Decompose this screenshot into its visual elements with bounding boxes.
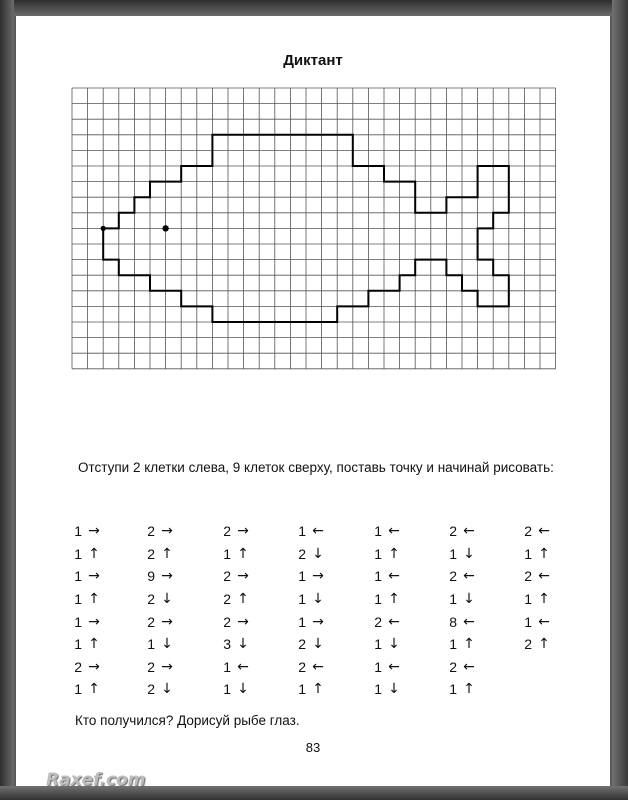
command-item bbox=[516, 610, 556, 633]
command-item bbox=[441, 656, 481, 679]
direction-arrow-icon: ↑ bbox=[538, 545, 550, 562]
command-item bbox=[290, 678, 330, 701]
direction-arrow-icon: ↓ bbox=[161, 636, 173, 653]
command-count: 2 bbox=[223, 591, 231, 608]
direction-arrow-icon: ↓ bbox=[312, 545, 324, 562]
command-count: 2 bbox=[74, 658, 82, 675]
command-count: 2 bbox=[147, 523, 155, 540]
command-item bbox=[215, 588, 255, 611]
command-count: 2 bbox=[223, 523, 231, 540]
command-item bbox=[516, 633, 556, 656]
command-count: 1 bbox=[374, 523, 382, 540]
command-count: 1 bbox=[374, 636, 382, 653]
direction-arrow-icon: ↓ bbox=[312, 591, 324, 608]
command-item bbox=[66, 610, 106, 633]
command-count: 2 bbox=[147, 658, 155, 675]
command-count: 1 bbox=[74, 568, 82, 585]
command-item bbox=[516, 520, 556, 543]
page-title: Диктант bbox=[283, 52, 343, 69]
command-item bbox=[139, 588, 179, 611]
command-count: 1 bbox=[298, 613, 306, 630]
direction-arrow-icon: ← bbox=[538, 613, 550, 630]
command-item bbox=[139, 678, 179, 701]
command-item bbox=[66, 656, 106, 679]
direction-arrow-icon: ↑ bbox=[388, 591, 400, 608]
command-item bbox=[441, 678, 481, 701]
command-count: 1 bbox=[449, 681, 457, 698]
command-item bbox=[366, 633, 406, 656]
direction-arrow-icon: → bbox=[237, 613, 249, 630]
command-item bbox=[215, 656, 255, 679]
command-count: 2 bbox=[147, 681, 155, 698]
direction-arrow-icon: ← bbox=[538, 523, 550, 540]
direction-arrow-icon: ↑ bbox=[88, 591, 100, 608]
direction-arrow-icon: ↑ bbox=[463, 636, 475, 653]
direction-arrow-icon: ← bbox=[463, 568, 475, 585]
command-count: 1 bbox=[147, 636, 155, 653]
direction-arrow-icon: ← bbox=[312, 658, 324, 675]
direction-arrow-icon: → bbox=[88, 523, 100, 540]
command-count: 1 bbox=[374, 591, 382, 608]
command-count: 1 bbox=[298, 523, 306, 540]
direction-arrow-icon: → bbox=[161, 658, 173, 675]
direction-arrow-icon: → bbox=[237, 523, 249, 540]
command-count: 1 bbox=[449, 591, 457, 608]
command-item bbox=[139, 520, 179, 543]
direction-arrow-icon: ← bbox=[463, 658, 475, 675]
command-item bbox=[441, 610, 481, 633]
command-count: 2 bbox=[374, 613, 382, 630]
frame-edge-top bbox=[0, 0, 628, 16]
command-count: 1 bbox=[74, 636, 82, 653]
command-item bbox=[441, 565, 481, 588]
command-count: 1 bbox=[74, 613, 82, 630]
command-item bbox=[66, 543, 106, 566]
command-item bbox=[215, 633, 255, 656]
command-count: 2 bbox=[147, 545, 155, 562]
direction-arrow-icon: ← bbox=[463, 613, 475, 630]
command-item bbox=[139, 610, 179, 633]
direction-arrow-icon: ↑ bbox=[388, 545, 400, 562]
command-count: 2 bbox=[147, 591, 155, 608]
direction-arrow-icon: ← bbox=[538, 568, 550, 585]
direction-arrow-icon: → bbox=[88, 658, 100, 675]
command-item bbox=[66, 588, 106, 611]
command-count: 1 bbox=[524, 545, 532, 562]
start-dot bbox=[101, 226, 106, 231]
command-item bbox=[215, 520, 255, 543]
command-item bbox=[66, 565, 106, 588]
direction-arrow-icon: ↓ bbox=[463, 591, 475, 608]
direction-arrow-icon: → bbox=[312, 568, 324, 585]
direction-arrow-icon: → bbox=[161, 613, 173, 630]
direction-arrow-icon: ← bbox=[463, 523, 475, 540]
command-item bbox=[441, 588, 481, 611]
direction-arrow-icon: → bbox=[88, 613, 100, 630]
command-column bbox=[215, 520, 255, 701]
command-count: 1 bbox=[298, 681, 306, 698]
command-item bbox=[441, 520, 481, 543]
command-item bbox=[290, 633, 330, 656]
command-item bbox=[366, 678, 406, 701]
command-column bbox=[366, 520, 406, 701]
direction-arrow-icon: ↓ bbox=[388, 636, 400, 653]
command-item bbox=[366, 610, 406, 633]
command-column bbox=[516, 520, 556, 656]
direction-arrow-icon: ↓ bbox=[237, 636, 249, 653]
command-count: 9 bbox=[147, 568, 155, 585]
direction-arrow-icon: ↑ bbox=[538, 636, 550, 653]
command-item bbox=[139, 656, 179, 679]
direction-arrow-icon: ↓ bbox=[463, 545, 475, 562]
command-column bbox=[66, 520, 106, 701]
command-item bbox=[139, 633, 179, 656]
command-count: 2 bbox=[524, 523, 532, 540]
command-item bbox=[66, 633, 106, 656]
direction-arrow-icon: ↓ bbox=[161, 591, 173, 608]
command-item bbox=[290, 588, 330, 611]
command-item bbox=[139, 543, 179, 566]
direction-arrow-icon: ↓ bbox=[161, 681, 173, 698]
command-count: 1 bbox=[74, 523, 82, 540]
instruction-text: Отступи 2 клетки слева, 9 клеток сверху, поставь точку и начинай рисовать: bbox=[78, 460, 554, 475]
command-count: 2 bbox=[147, 613, 155, 630]
direction-arrow-icon: ↓ bbox=[237, 681, 249, 698]
command-count: 2 bbox=[298, 658, 306, 675]
direction-arrow-icon: ← bbox=[237, 658, 249, 675]
direction-arrow-icon: ↓ bbox=[388, 681, 400, 698]
command-count: 1 bbox=[74, 681, 82, 698]
command-count: 2 bbox=[449, 658, 457, 675]
command-item bbox=[366, 565, 406, 588]
command-count: 8 bbox=[449, 613, 457, 630]
command-item bbox=[66, 520, 106, 543]
command-item bbox=[516, 543, 556, 566]
direction-arrow-icon: → bbox=[88, 568, 100, 585]
command-item bbox=[290, 565, 330, 588]
direction-arrow-icon: ↑ bbox=[88, 545, 100, 562]
command-column bbox=[290, 520, 330, 701]
direction-arrow-icon: ↑ bbox=[88, 636, 100, 653]
command-count: 1 bbox=[374, 545, 382, 562]
direction-arrow-icon: ↑ bbox=[312, 681, 324, 698]
command-count: 2 bbox=[298, 545, 306, 562]
command-count: 1 bbox=[524, 591, 532, 608]
command-item bbox=[290, 656, 330, 679]
command-count: 2 bbox=[223, 613, 231, 630]
command-count: 1 bbox=[74, 591, 82, 608]
command-item bbox=[290, 520, 330, 543]
command-count: 1 bbox=[449, 636, 457, 653]
command-count: 3 bbox=[223, 636, 231, 653]
direction-arrow-icon: ↑ bbox=[237, 591, 249, 608]
command-item bbox=[366, 520, 406, 543]
command-count: 2 bbox=[524, 636, 532, 653]
command-item bbox=[366, 656, 406, 679]
command-item bbox=[139, 565, 179, 588]
command-column bbox=[441, 520, 481, 701]
fish-eye-dot bbox=[162, 225, 168, 231]
command-count: 2 bbox=[524, 568, 532, 585]
command-count: 1 bbox=[374, 658, 382, 675]
command-item bbox=[441, 633, 481, 656]
direction-arrow-icon: ← bbox=[388, 568, 400, 585]
watermark: Raxef.com bbox=[46, 770, 146, 790]
command-item bbox=[215, 565, 255, 588]
direction-arrow-icon: ↑ bbox=[538, 591, 550, 608]
direction-arrow-icon: → bbox=[237, 568, 249, 585]
command-column bbox=[139, 520, 179, 701]
question-text: Кто получился? Дорисуй рыбе глаз. bbox=[75, 713, 300, 728]
direction-arrow-icon: ↓ bbox=[312, 636, 324, 653]
command-count: 1 bbox=[374, 568, 382, 585]
direction-arrow-icon: ↑ bbox=[161, 545, 173, 562]
command-count: 1 bbox=[374, 681, 382, 698]
command-item bbox=[441, 543, 481, 566]
command-count: 2 bbox=[298, 636, 306, 653]
direction-arrow-icon: ← bbox=[312, 523, 324, 540]
frame-edge-right bbox=[612, 0, 628, 800]
command-item bbox=[290, 543, 330, 566]
frame-edge-left bbox=[0, 0, 14, 800]
direction-arrow-icon: ↑ bbox=[463, 681, 475, 698]
direction-arrow-icon: ← bbox=[388, 658, 400, 675]
command-item bbox=[516, 565, 556, 588]
worksheet-page bbox=[16, 16, 610, 790]
command-item bbox=[66, 678, 106, 701]
command-count: 1 bbox=[74, 545, 82, 562]
command-count: 1 bbox=[223, 681, 231, 698]
command-item bbox=[215, 678, 255, 701]
command-item bbox=[516, 588, 556, 611]
command-count: 2 bbox=[223, 568, 231, 585]
command-item bbox=[290, 610, 330, 633]
command-count: 1 bbox=[223, 658, 231, 675]
command-count: 1 bbox=[524, 613, 532, 630]
command-count: 1 bbox=[449, 545, 457, 562]
direction-arrow-icon: ← bbox=[388, 613, 400, 630]
direction-arrow-icon: → bbox=[161, 568, 173, 585]
command-count: 1 bbox=[298, 591, 306, 608]
command-item bbox=[215, 543, 255, 566]
direction-arrow-icon: ↑ bbox=[237, 545, 249, 562]
command-count: 2 bbox=[449, 568, 457, 585]
command-item bbox=[366, 588, 406, 611]
direction-arrow-icon: ↑ bbox=[88, 681, 100, 698]
command-item bbox=[366, 543, 406, 566]
command-count: 2 bbox=[449, 523, 457, 540]
command-item bbox=[215, 610, 255, 633]
page-number: 83 bbox=[305, 740, 321, 755]
command-count: 1 bbox=[223, 545, 231, 562]
direction-arrow-icon: → bbox=[312, 613, 324, 630]
direction-arrow-icon: ← bbox=[388, 523, 400, 540]
command-count: 1 bbox=[298, 568, 306, 585]
direction-arrow-icon: → bbox=[161, 523, 173, 540]
